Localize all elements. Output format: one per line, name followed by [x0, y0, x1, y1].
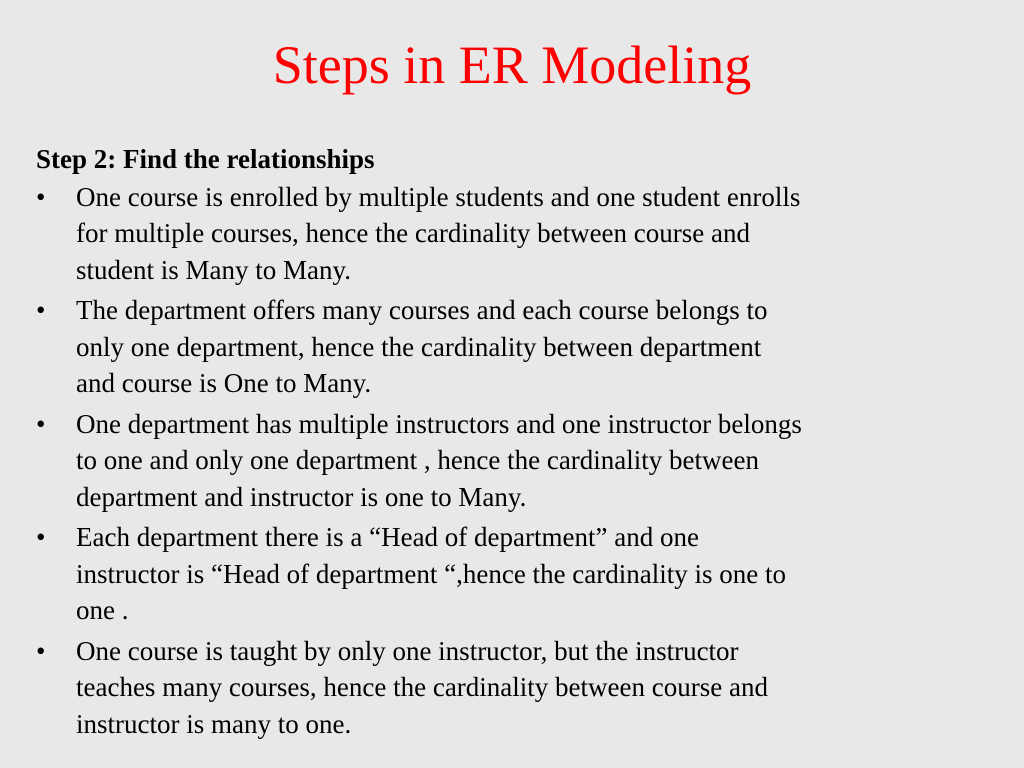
step-heading: Step 2: Find the relationships	[36, 144, 375, 174]
slide-body	[36, 141, 1006, 746]
slide-title: Steps in ER Modeling	[272, 35, 752, 95]
bullet-line: for multiple courses, hence the cardinality between course and	[76, 218, 750, 248]
bullet-line: instructor is “Head of department “,hence the cardinality is one to	[76, 558, 786, 589]
bullet-line: instructor is many to one.	[76, 708, 352, 739]
bullet-line: One department has multiple instructors and one instructor belongs	[76, 408, 802, 439]
bullet-line: student is Many to Many.	[76, 254, 351, 285]
bullet-item	[36, 406, 1006, 516]
bullet-line: The department offers many courses and each course belongs to	[76, 295, 768, 325]
bullet-item	[36, 519, 1006, 629]
bullet-icon: •	[36, 635, 46, 666]
bullet-line: and course is One to Many.	[76, 368, 372, 398]
bullet-icon: •	[36, 522, 46, 552]
bullet-line: One course is taught by only one instructor, but the instructor	[76, 635, 739, 666]
bullet-line: Each department there is a “Head of department” and one	[76, 522, 699, 552]
bullet-line: department and instructor is one to Many.	[76, 481, 527, 512]
bullet-line: only one department, hence the cardinality between department	[76, 331, 762, 362]
bullet-list	[36, 179, 1006, 743]
bullet-icon: •	[36, 408, 46, 439]
bullet-line: to one and only one department , hence the cardinality between	[76, 445, 759, 475]
bullet-line: one .	[76, 595, 129, 625]
bullet-item	[36, 633, 1006, 743]
bullet-icon: •	[36, 181, 46, 212]
bullet-item	[36, 292, 1006, 402]
bullet-item	[36, 179, 1006, 289]
bullet-icon: •	[36, 295, 46, 325]
bullet-line: One course is enrolled by multiple students and one student enrolls	[76, 181, 801, 212]
bullet-line: teaches many courses, hence the cardinality between course and	[76, 672, 768, 702]
